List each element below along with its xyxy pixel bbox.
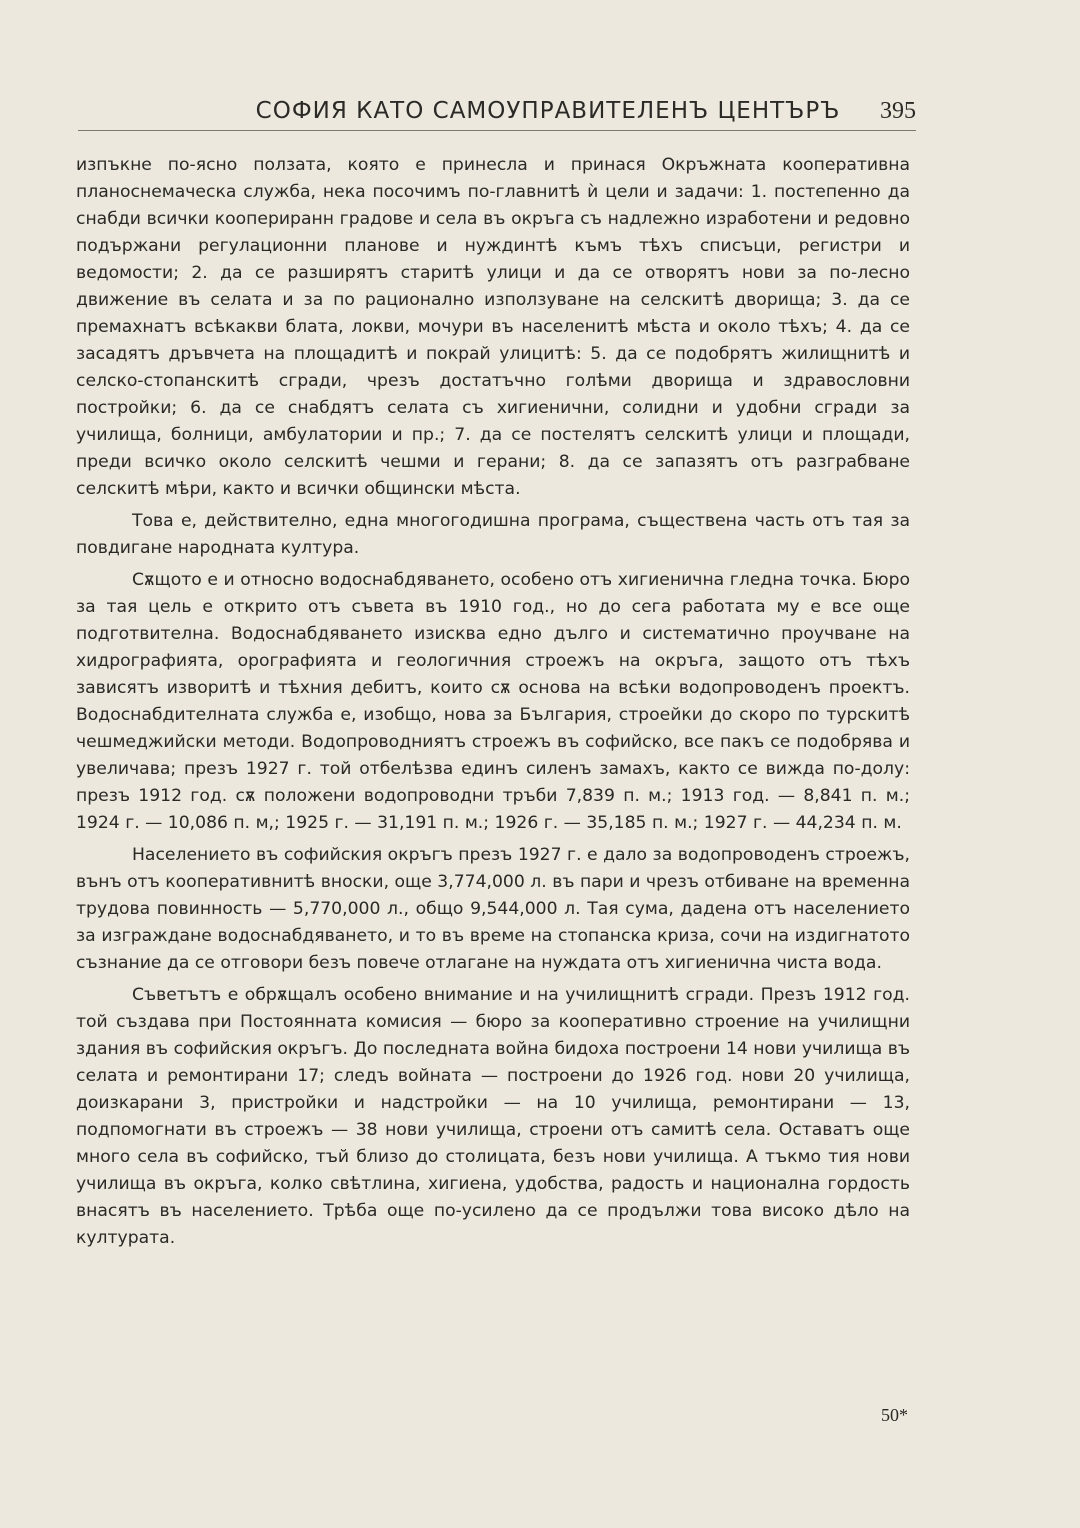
page-header [78, 98, 916, 131]
paragraph-1: изпъкне по-ясно ползата, която е принесла и принася Окръжната кооперативна планоснемаческа служба, нека посочимъ по-главнитѣ ѝ цели и задачи: 1. постепенно да снабди всички коопериранн градове и села въ окръга съ надлежно изработени и редовно подържани регулационни планове и нуждинтѣ къмъ тѣхъ списъци, регистри и ведомости; 2. да се разширятъ старитѣ улици и да се отворятъ нови за по-лесно движение въ селата и за по рационално използуване на селскитѣ дворища; 3. да се премахнатъ всѣкакви блата, локви, мочури въ населенитѣ мѣста и около тѣхъ; 4. да се засадятъ дръвчета на площадитѣ и покрай улицитѣ: 5. да се подобрятъ жилищнитѣ и селско-стопанскитѣ сгради, чрезъ достатъчно голѣми дворища и здравословни постройки; 6. да се снабдятъ селата съ хигиенични, солидни и удобни сгради за училища, болници, амбулатории и пр.; 7. да се постелятъ селскитѣ улици и площади, преди всичко около селскитѣ чешми и герани; 8. да се запазятъ отъ разграбване селскитѣ мѣри, както и всички общински мѣста. [76, 155, 910, 499]
paragraph-5: Съветътъ е обрѫщалъ особено внимание и на училищнитѣ сгради. Презъ 1912 год. той създава при Постоянната комисия — бюро за кооперативно строение на училищни здания въ софийския окръгъ. До последната война бидоха построени 14 нови училища въ селата и ремонтирани 17; следъ войната — построени до 1926 год. нови 20 училища, доизкарани 3, пристройки и надстройки — на 10 училища, ремонтирани — 13, подпомогнати въ строежъ — 38 нови училища, строени отъ самитѣ села. Оставатъ още много села въ софийско, тъй близо до столицата, безъ нови училища. А тъкмо тия нови училища въ окръга, колко свѣтлина, хигиена, удобства, радость и национална гордость внасятъ въ населението. Трѣба още по-усилено да се продължи това високо дѣло на културата. [76, 985, 910, 1248]
page-number: 395 [880, 98, 916, 124]
running-title: СОФИЯ КАТО САМОУПРАВИТЕЛЕНЪ ЦЕНТЪРЪ [255, 98, 841, 124]
paragraph-3: Сѫщото е и относно водоснабдяването, особено отъ хигиенична гледна точка. Бюро за тая цель е открито отъ съвета въ 1910 год., но до сега работата му е все още подготвителна. Водоснабдяването изисква едно дълго и систематично проучване на хидрографията, орографията и геологичния строежъ на окръга, защото отъ тѣхъ зависятъ изворитѣ и тѣхния дебитъ, които сѫ основа на всѣки водопроводенъ проектъ. Водоснабдителната служба е, изобщо, нова за България, строейки до скоро по турскитѣ чешмеджийски методи. Водопроводниятъ строежъ въ софийско, все пакъ се подобрява и увеличава; презъ 1927 г. той отбелѣзва единъ силенъ замахъ, както се вижда по-долу: презъ 1912 год. сѫ положени водопроводни тръби 7,839 п. м.; 1913 год. — 8,841 п. м.; 1924 г. — 10,086 п. м,; 1925 г. — 31,191 п. м.; 1926 г. — 35,185 п. м.; 1927 г. — 44,234 п. м. [76, 570, 910, 833]
paragraph-4: Населението въ софийския окръгъ презъ 1927 г. е дало за водопроводенъ строежъ, вънъ отъ кооперативнитѣ вноски, още 3,774,000 л. въ пари и чрезъ отбиване на временна трудова повинность — 5,770,000 л., общо 9,544,000 л. Тая сума, дадена отъ населението за изграждане водоснабдяването, и то въ време на стопанска криза, сочи на издигнатото съзнание да се отговори безъ повече отлагане на нуждата отъ хигиенична чиста вода. [76, 845, 910, 973]
body-text [76, 152, 910, 1257]
signature-mark: 50* [881, 1405, 908, 1425]
paragraph-2: Това е, действително, една многогодишна програма, съществена часть отъ тая за повдигане народната култура. [76, 511, 910, 558]
